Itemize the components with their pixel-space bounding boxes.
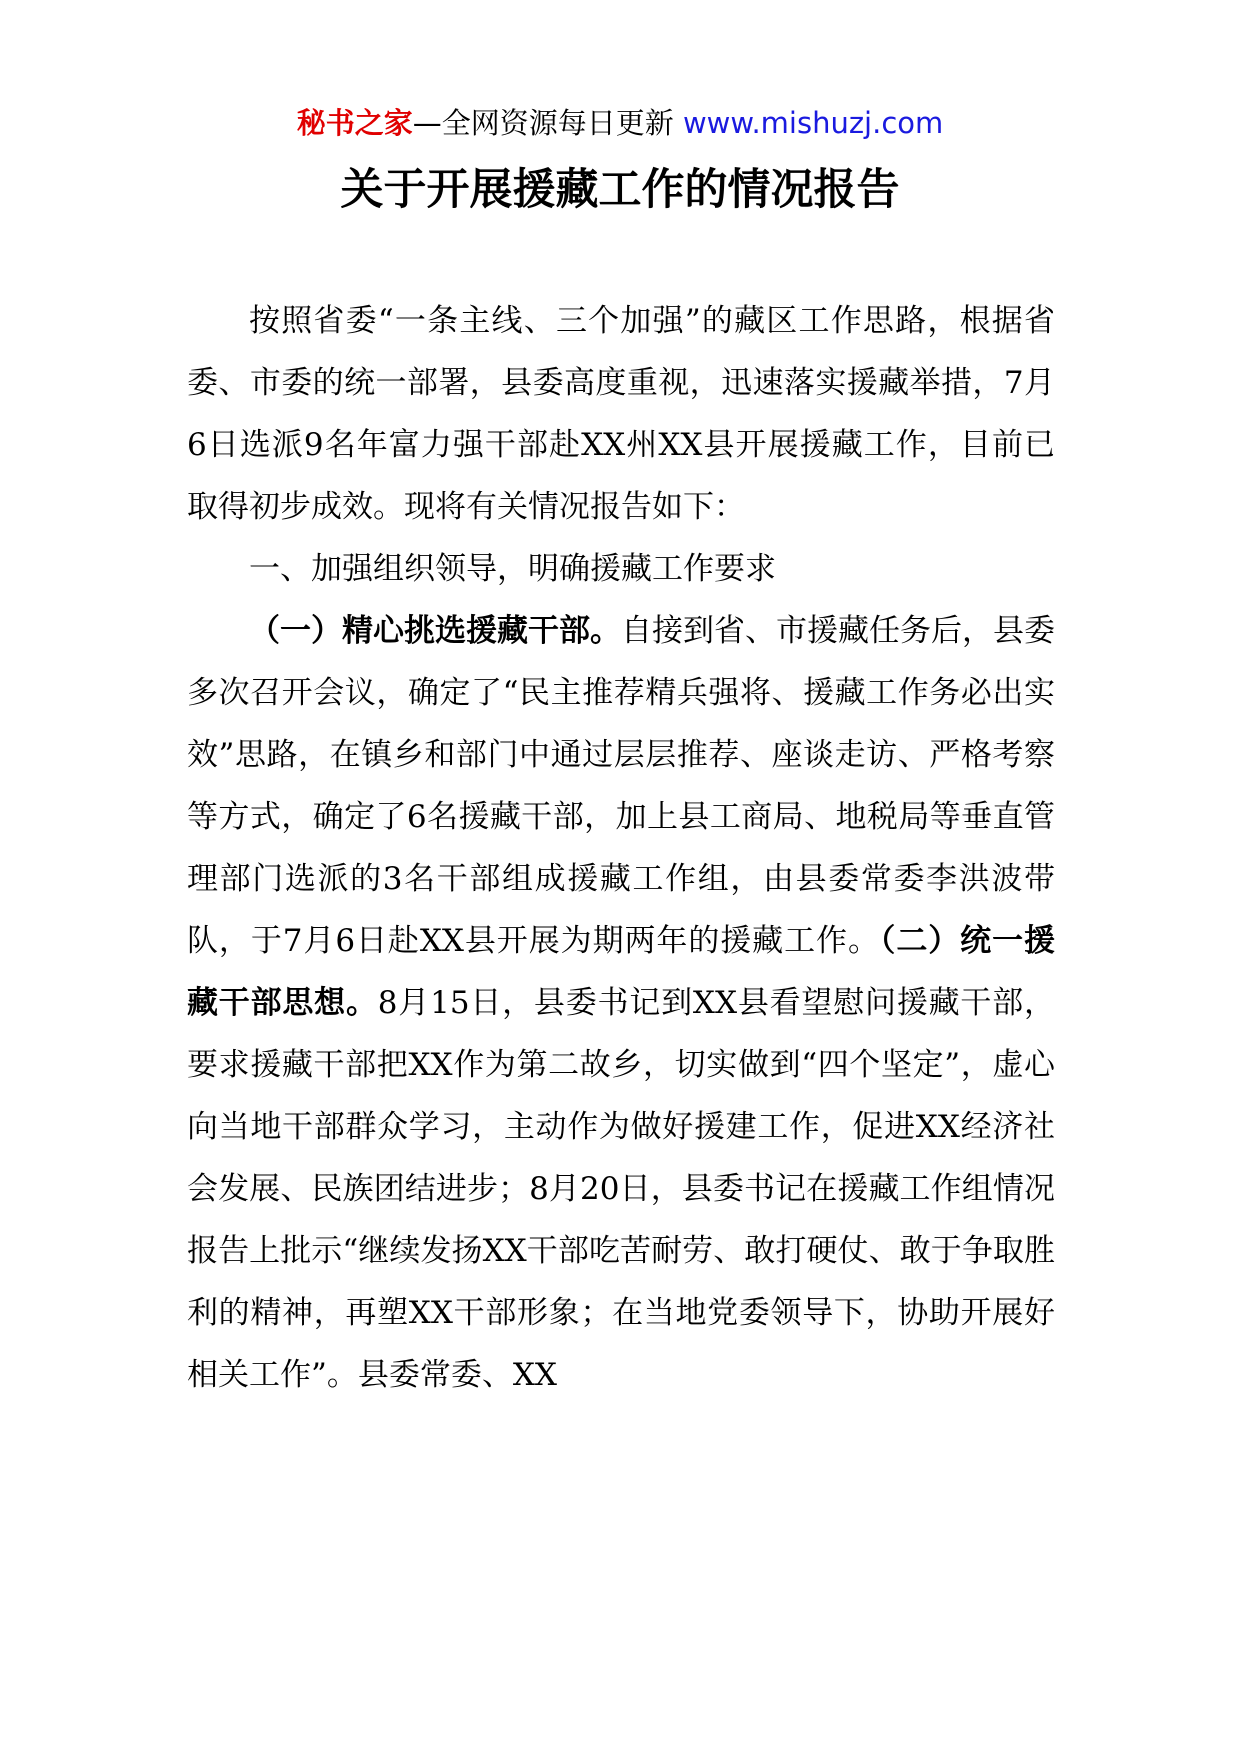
subsection-paragraph <box>187 600 1055 1406</box>
site-url-link[interactable]: www.mishuzj.com <box>682 106 944 140</box>
document-title: 关于开展援藏工作的情况报告 <box>340 165 900 215</box>
site-header <box>0 103 1240 143</box>
header-tagline: —全网资源每日更新 <box>412 106 674 140</box>
subsection-heading-1: （一）精心挑选援藏干部。 <box>249 613 621 649</box>
subsection-text-2: 8月15日，县委书记到XX县看望慰问援藏干部，要求援藏干部把XX作为第二故乡，切实做到“四个坚定”，虚心向当地干部群众学习，主动作为做好援建工作，促进XX经济社会发展、民族团结进步；8月20日，县委书记在援藏工作组情况报告上批示“继续发扬XX干部吃苦耐劳、敢打硬仗、敢于争取胜利的精神，再塑XX干部形象；在当地党委领导下，协助开展好相关工作”。县委常委、XX <box>187 985 1056 1393</box>
subsection-heading-2: （二）统一援藏干部思想。 <box>187 923 1056 1021</box>
subsection-text-1: 自接到省、市援藏任务后，县委多次召开会议，确定了“民主推荐精兵强将、援藏工作务必出实效”思路，在镇乡和部门中通过层层推荐、座谈走访、严格考察等方式，确定了6名援藏干部，加上县工商局、地税局等垂直管理部门选派的3名干部组成援藏工作组，由县委常委李洪波带队，于7月6日赴XX县开展为期两年的援藏工作。 <box>187 613 1055 959</box>
section-heading: 一、加强组织领导，明确援藏工作要求 <box>249 551 776 587</box>
intro-paragraph: 按照省委“一条主线、三个加强”的藏区工作思路，根据省委、市委的统一部署，县委高度重视，迅速落实援藏举措，7月6日选派9名年富力强干部赴XX州XX县开展援藏工作，目前已取得初步成效。现将有关情况报告如下： <box>187 303 1055 525</box>
brand-name: 秘书之家 <box>296 106 413 140</box>
document-body <box>187 290 1055 1406</box>
